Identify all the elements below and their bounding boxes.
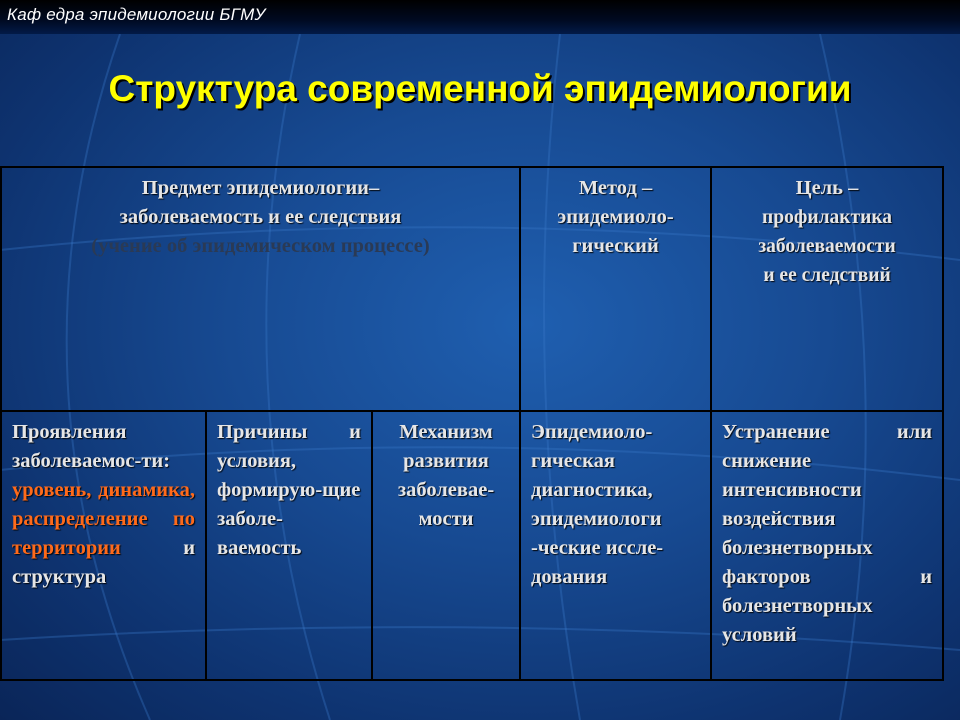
slide-title: Структура современной эпидемиологии [108,68,852,109]
method-line-2: эпидемиоло- [557,206,674,228]
subject-line-2: заболеваемость и ее следствия [119,206,402,228]
manifestations-prefix: Проявления заболеваемос-ти: [12,421,171,472]
mechanism-cell: Механизм развития заболевае-мости [372,411,520,680]
method-line-3: гический [572,235,659,257]
subject-cell [1,167,520,411]
method-line-1: Метод – [578,177,653,199]
manifestations-highlight: уровень, динамика, распределение по территории [12,479,195,559]
diagnostics-cell: Эпидемиоло-гическая диагностика, эпидемиологи -ческие иссле-дования [520,411,711,680]
method-cell [520,167,711,411]
header-bar [0,0,960,34]
subject-line-1: Предмет эпидемиологии– [141,177,380,199]
causes-cell: Причины и условия, формирую-щие заболе-ваемость [206,411,372,680]
manifestations-suffix: и структура [12,537,195,588]
table-row [1,167,943,411]
department-label: Каф едра эпидемиологии БГМУ [7,5,266,24]
goal-line-1: Цель – [795,177,859,199]
table-row [1,411,943,680]
elimination-cell: Устранение или снижение интенсивности воздействия болезнетворных факторов и болезнетворных условий [711,411,943,680]
manifestations-cell [1,411,206,680]
goal-line-4: и ее следствий [763,265,891,286]
goal-line-3: заболеваемости [758,236,896,257]
structure-table [0,166,944,681]
goal-cell [711,167,943,411]
goal-line-2: профилактика [762,207,893,228]
subject-faded-text: (учение об эпидемическом процессе) [91,235,430,257]
